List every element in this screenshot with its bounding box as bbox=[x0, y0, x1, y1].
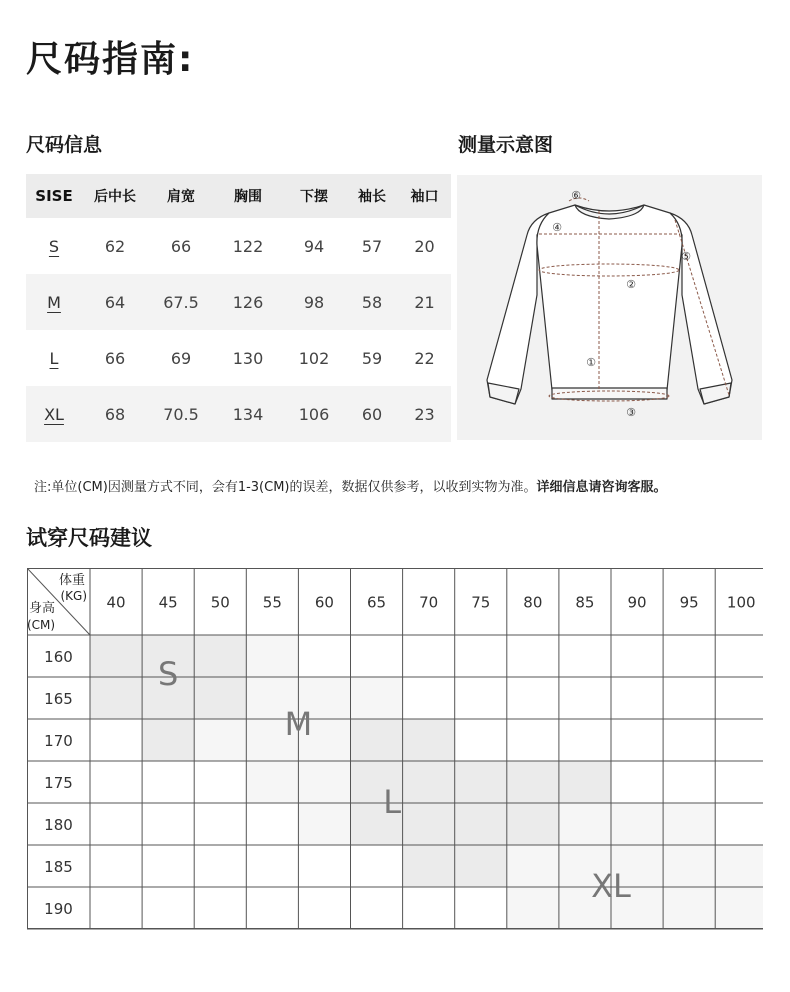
zone-cell-xl bbox=[507, 887, 560, 930]
table-cell: 59 bbox=[346, 330, 398, 386]
size-label: M bbox=[26, 274, 82, 330]
weight-header: 45 bbox=[158, 593, 178, 612]
header-cuff: 袖口 bbox=[398, 174, 451, 218]
marker-3: ③ bbox=[626, 406, 636, 419]
height-header: 165 bbox=[44, 690, 73, 708]
table-cell: 122 bbox=[214, 218, 282, 274]
table-cell: 98 bbox=[282, 274, 346, 330]
table-cell: 134 bbox=[214, 386, 282, 442]
hem-band-shape bbox=[552, 388, 667, 399]
zone-cell-m bbox=[246, 761, 299, 804]
zone-cell-s bbox=[194, 677, 247, 720]
height-header: 175 bbox=[44, 774, 73, 792]
diagram-title: 测量示意图 bbox=[458, 134, 554, 156]
weight-header: 60 bbox=[314, 593, 334, 612]
weight-header: 70 bbox=[419, 593, 439, 612]
table-row bbox=[26, 218, 451, 274]
corner-weight-label: 体重 bbox=[58, 573, 85, 588]
weight-header: 80 bbox=[523, 593, 543, 612]
size-recommendation-grid bbox=[27, 568, 763, 931]
table-cell: 21 bbox=[398, 274, 451, 330]
table-row bbox=[26, 330, 451, 386]
zone-cell-xl bbox=[715, 845, 763, 888]
height-header: 190 bbox=[44, 900, 73, 918]
table-cell: 66 bbox=[148, 218, 214, 274]
table-cell: 22 bbox=[398, 330, 451, 386]
corner-weight-unit: (KG) bbox=[60, 589, 87, 603]
zone-cell-xl bbox=[663, 845, 716, 888]
try-on-title: 试穿尺码建议 bbox=[26, 526, 152, 550]
zone-cell-l bbox=[351, 719, 404, 762]
zone-cell-xl bbox=[663, 887, 716, 930]
marker-6: ⑥ bbox=[571, 189, 581, 202]
table-cell: 69 bbox=[148, 330, 214, 386]
zone-label-xl: XL bbox=[591, 866, 631, 905]
zone-label-s: S bbox=[157, 654, 179, 693]
zone-cell-s bbox=[90, 677, 143, 720]
weight-header: 50 bbox=[210, 593, 230, 612]
measurement-note bbox=[34, 476, 667, 495]
table-cell: 62 bbox=[82, 218, 148, 274]
zone-cell-xl bbox=[611, 803, 664, 846]
zone-cell-xl bbox=[663, 803, 716, 846]
height-header: 170 bbox=[44, 732, 73, 750]
table-cell: 60 bbox=[346, 386, 398, 442]
marker-5: ⑤ bbox=[681, 250, 691, 263]
zone-cell-l bbox=[507, 803, 560, 846]
table-cell: 126 bbox=[214, 274, 282, 330]
height-header: 185 bbox=[44, 858, 73, 876]
table-cell: 20 bbox=[398, 218, 451, 274]
weight-header: 65 bbox=[367, 593, 387, 612]
table-cell: 130 bbox=[214, 330, 282, 386]
zone-cell-l bbox=[455, 845, 508, 888]
table-cell: 57 bbox=[346, 218, 398, 274]
zone-cell-l bbox=[559, 761, 612, 804]
table-cell: 66 bbox=[82, 330, 148, 386]
zone-cell-xl bbox=[715, 887, 763, 930]
zone-cell-l bbox=[455, 803, 508, 846]
corner-height-unit: (CM) bbox=[27, 618, 56, 632]
zone-cell-m bbox=[351, 677, 404, 720]
marker-4: ④ bbox=[552, 221, 562, 234]
weight-header: 75 bbox=[471, 593, 491, 612]
weight-header: 40 bbox=[106, 593, 126, 612]
size-label: L bbox=[26, 330, 82, 386]
measurement-diagram bbox=[457, 175, 762, 440]
weight-header: 90 bbox=[627, 593, 647, 612]
note-bold-text: 详细信息请咨询客服。 bbox=[536, 480, 667, 495]
height-header: 160 bbox=[44, 648, 73, 666]
zone-cell-xl bbox=[507, 845, 560, 888]
size-grid-svg bbox=[27, 568, 763, 931]
size-info-title: 尺码信息 bbox=[26, 134, 103, 156]
zone-cell-l bbox=[403, 803, 456, 846]
table-row bbox=[26, 274, 451, 330]
weight-header: 85 bbox=[575, 593, 595, 612]
zone-cell-m bbox=[298, 803, 351, 846]
size-label: XL bbox=[26, 386, 82, 442]
table-cell: 23 bbox=[398, 386, 451, 442]
page-title: 尺码指南: bbox=[26, 39, 195, 80]
header-sleeve-length: 袖长 bbox=[346, 174, 398, 218]
zone-cell-s bbox=[90, 635, 143, 678]
header-size: SISE bbox=[26, 174, 82, 218]
table-cell: 58 bbox=[346, 274, 398, 330]
table-cell: 106 bbox=[282, 386, 346, 442]
sweater-illustration bbox=[457, 175, 762, 440]
header-chest: 胸围 bbox=[214, 174, 282, 218]
table-cell: 94 bbox=[282, 218, 346, 274]
weight-header: 95 bbox=[679, 593, 699, 612]
zone-cell-xl bbox=[559, 803, 612, 846]
zone-cell-m bbox=[298, 761, 351, 804]
table-cell: 102 bbox=[282, 330, 346, 386]
zone-cell-l bbox=[403, 845, 456, 888]
header-hem: 下摆 bbox=[282, 174, 346, 218]
weight-header: 55 bbox=[262, 593, 282, 612]
note-text: 注:单位(CM)因测量方式不同，会有1-3(CM)的误差，数据仅供参考，以收到实物为准。 bbox=[34, 480, 537, 495]
zone-cell-s bbox=[194, 635, 247, 678]
height-header: 180 bbox=[44, 816, 73, 834]
zone-cell-l bbox=[455, 761, 508, 804]
table-row bbox=[26, 386, 451, 442]
header-back-length: 后中长 bbox=[82, 174, 148, 218]
table-cell: 68 bbox=[82, 386, 148, 442]
zone-cell-l bbox=[507, 761, 560, 804]
corner-height-label: 身高 bbox=[29, 601, 56, 616]
weight-header: 100 bbox=[726, 593, 756, 612]
header-shoulder: 肩宽 bbox=[148, 174, 214, 218]
zone-cell-l bbox=[403, 761, 456, 804]
size-table-header-row bbox=[26, 174, 451, 218]
zone-label-l: L bbox=[383, 782, 402, 821]
table-cell: 67.5 bbox=[148, 274, 214, 330]
zone-cell-l bbox=[403, 719, 456, 762]
table-cell: 70.5 bbox=[148, 386, 214, 442]
zone-cell-m bbox=[194, 719, 247, 762]
marker-1: ① bbox=[586, 356, 596, 369]
zone-cell-s bbox=[142, 719, 195, 762]
size-info-table bbox=[26, 174, 451, 442]
size-label: S bbox=[26, 218, 82, 274]
zone-label-m: M bbox=[284, 705, 313, 744]
table-cell: 64 bbox=[82, 274, 148, 330]
marker-2: ② bbox=[626, 278, 636, 291]
zone-cell-m bbox=[246, 635, 299, 678]
